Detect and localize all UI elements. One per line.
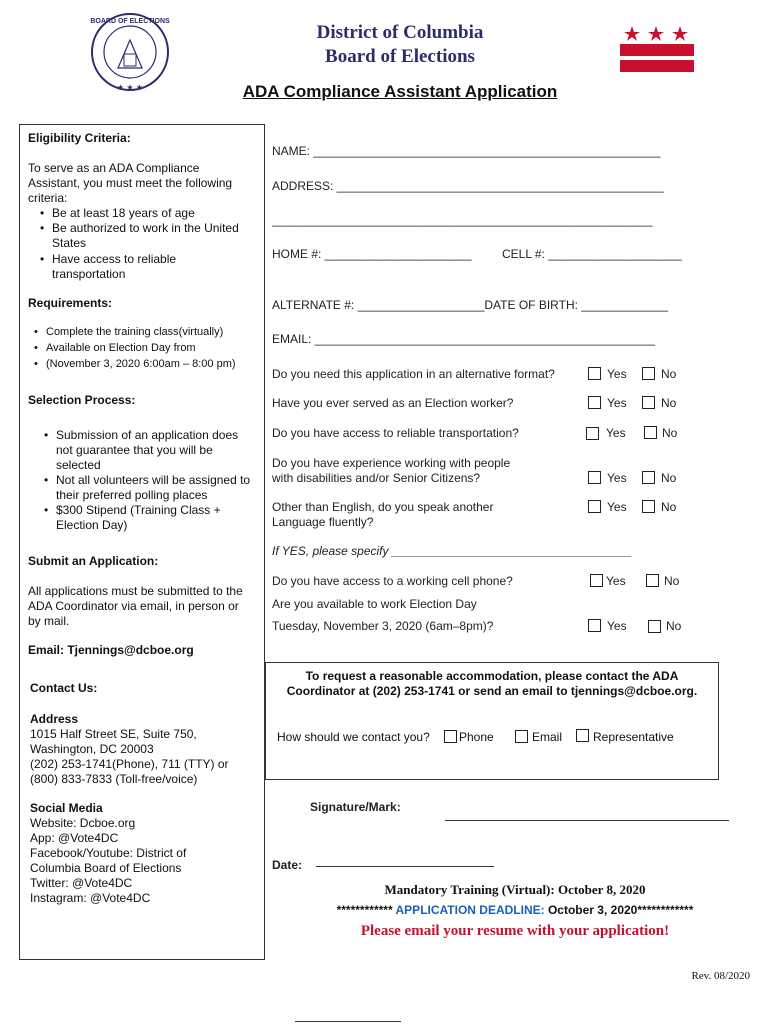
application-title: ADA Compliance Assistant Application (242, 82, 558, 101)
requirement-item: • (November 3, 2020 6:00am – 8:00 pm) (46, 357, 236, 372)
question-language-line2: Language fluently? (272, 515, 374, 529)
email-option-label: Email (532, 730, 563, 744)
no-label: No (664, 574, 680, 588)
date-label: Date: (272, 858, 303, 872)
requirement-item: • Available on Election Day from (46, 341, 196, 356)
revision-label: Rev. 08/2020 (691, 970, 750, 982)
question-cell-phone: Do you have access to a working cell phone? (272, 574, 513, 588)
no-label: No (662, 426, 678, 440)
no-label: No (666, 619, 682, 633)
accommodation-line2: Coordinator at (202) 253-1741 or send an email to tjennings@dcboe.org. (286, 684, 698, 698)
eligibility-item: • Have access to reliable (52, 252, 176, 267)
svg-text:BOARD OF ELECTIONS: BOARD OF ELECTIONS (90, 18, 170, 25)
submit-text-2: ADA Coordinator via email, in person or (28, 599, 239, 613)
no-checkbox[interactable] (642, 500, 655, 513)
contact-method-question: How should we contact you? (277, 730, 430, 744)
question-disabilities-line1: Do you have experience working with people (272, 456, 511, 470)
contact-heading: Contact Us: (30, 681, 98, 695)
social-line: Instagram: @Vote4DC (30, 891, 151, 905)
no-checkbox[interactable] (648, 620, 661, 633)
page-bottom-rule (295, 1021, 401, 1022)
eligibility-heading: Eligibility Criteria: (28, 131, 131, 145)
yes-checkbox[interactable] (588, 619, 601, 632)
no-checkbox[interactable] (642, 367, 655, 380)
social-line: App: @Vote4DC (30, 831, 119, 845)
eligibility-item-cont: States (52, 236, 87, 250)
requirements-heading: Requirements: (28, 296, 113, 310)
submit-heading: Submit an Application: (28, 554, 159, 568)
cell-phone-field[interactable]: CELL #: ____________________ (502, 247, 682, 261)
yes-checkbox[interactable] (588, 367, 601, 380)
yes-checkbox[interactable] (588, 500, 601, 513)
address-line: (202) 253-1741(Phone), 711 (TTY) or (30, 757, 229, 771)
eligibility-intro-3: criteria: (28, 191, 68, 205)
representative-option-label: Representative (593, 730, 674, 744)
no-label: No (661, 500, 677, 514)
eligibility-item-cont: transportation (52, 267, 126, 281)
signature-label: Signature/Mark: (310, 800, 401, 814)
deadline-line (265, 903, 765, 917)
social-heading: Social Media (30, 801, 103, 815)
selection-heading: Selection Process: (28, 393, 136, 407)
org-title-line1: District of Columbia (316, 22, 484, 43)
deadline-date: October 3, 2020 (547, 903, 638, 917)
home-phone-field[interactable]: HOME #: ______________________ (272, 247, 472, 261)
selection-item: • Submission of an application does (56, 428, 238, 443)
yes-checkbox[interactable] (586, 427, 599, 440)
eligibility-item: • Be at least 18 years of age (52, 206, 195, 221)
eligibility-intro-1: To serve as an ADA Compliance (28, 161, 200, 175)
social-line: Columbia Board of Elections (30, 861, 182, 875)
question-election-day-line2: Tuesday, November 3, 2020 (6am–8pm)? (272, 619, 494, 633)
board-of-elections-seal (88, 10, 172, 94)
selection-item-cont: not guarantee that you will be (56, 443, 213, 457)
question-alt-format: Do you need this application in an alternative format? (272, 367, 555, 381)
accommodation-line1: To request a reasonable accommodation, please contact the ADA (305, 669, 679, 683)
eligibility-intro-2: Assistant, you must meet the following (28, 176, 233, 190)
contact-email[interactable]: Email: Tjennings@dcboe.org (28, 643, 194, 657)
yes-label: Yes (606, 574, 626, 588)
date-line[interactable] (316, 866, 494, 867)
selection-item-cont: Election Day) (56, 518, 128, 532)
name-field[interactable]: NAME: ____________________________________________________ (272, 144, 661, 158)
yes-checkbox[interactable] (588, 471, 601, 484)
selection-item-cont: selected (56, 458, 101, 472)
phone-checkbox[interactable] (444, 730, 457, 743)
no-label: No (661, 396, 677, 410)
yes-checkbox[interactable] (590, 574, 603, 587)
yes-label: Yes (607, 500, 627, 514)
address-heading: Address (30, 712, 79, 726)
yes-label: Yes (607, 619, 627, 633)
resume-note: Please email your resume with your application! (360, 923, 670, 939)
info-sidebar (19, 124, 265, 960)
no-label: No (661, 367, 677, 381)
selection-item: • Not all volunteers will be assigned to (56, 473, 250, 488)
dc-flag-icon (620, 24, 694, 74)
address-line: Washington, DC 20003 (30, 742, 154, 756)
address-field-line2[interactable]: _________________________________________________________ (272, 213, 653, 227)
signature-line[interactable] (445, 820, 729, 821)
accommodation-box (265, 662, 719, 780)
email-field[interactable]: EMAIL: ___________________________________________________ (272, 332, 656, 346)
representative-checkbox[interactable] (576, 729, 589, 742)
question-transportation: Do you have access to reliable transportation? (272, 426, 519, 440)
question-language-line1: Other than English, do you speak another (272, 500, 494, 514)
address-line: 1015 Half Street SE, Suite 750, (30, 727, 197, 741)
yes-label: Yes (607, 367, 627, 381)
question-election-day-line1: Are you available to work Election Day (272, 597, 477, 611)
org-title-line2: Board of Elections (325, 46, 475, 67)
address-line: (800) 833-7833 (Toll-free/voice) (30, 772, 198, 786)
social-line: Website: Dcboe.org (30, 816, 136, 830)
no-label: No (661, 471, 677, 485)
requirement-item: • Complete the training class(virtually) (46, 325, 223, 340)
stars-right: ************ (637, 903, 694, 917)
phone-option-label: Phone (459, 730, 494, 744)
address-field[interactable]: ADDRESS: _________________________________________________ (272, 179, 664, 193)
deadline-label: APPLICATION DEADLINE: (395, 903, 545, 917)
submit-text-3: by mail. (28, 614, 70, 628)
no-checkbox[interactable] (642, 471, 655, 484)
submit-text-1: All applications must be submitted to the (28, 584, 243, 598)
social-line: Twitter: @Vote4DC (30, 876, 133, 890)
yes-label: Yes (607, 396, 627, 410)
language-specify-field[interactable]: If YES, please specify ____________________________________ (272, 544, 633, 558)
svg-text:★ ★ ★: ★ ★ ★ (117, 83, 143, 92)
social-line: Facebook/Youtube: District of (30, 846, 187, 860)
alternate-dob-field[interactable]: ALTERNATE #: ___________________DATE OF BIRTH: _____________ (272, 298, 669, 312)
yes-label: Yes (607, 471, 627, 485)
eligibility-item: • Be authorized to work in the United (52, 221, 239, 236)
email-checkbox[interactable] (515, 730, 528, 743)
yes-checkbox[interactable] (588, 396, 601, 409)
no-checkbox[interactable] (646, 574, 659, 587)
no-checkbox[interactable] (642, 396, 655, 409)
stars-left: ************ (336, 903, 393, 917)
question-election-worker: Have you ever served as an Election worker? (272, 396, 514, 410)
training-date: Mandatory Training (Virtual): October 8, 2020 (384, 882, 646, 897)
selection-item-cont: their preferred polling places (56, 488, 208, 502)
question-disabilities-line2: with disabilities and/or Senior Citizens? (272, 471, 481, 485)
selection-item: • $300 Stipend (Training Class + (56, 503, 221, 518)
no-checkbox[interactable] (644, 426, 657, 439)
yes-label: Yes (606, 426, 626, 440)
